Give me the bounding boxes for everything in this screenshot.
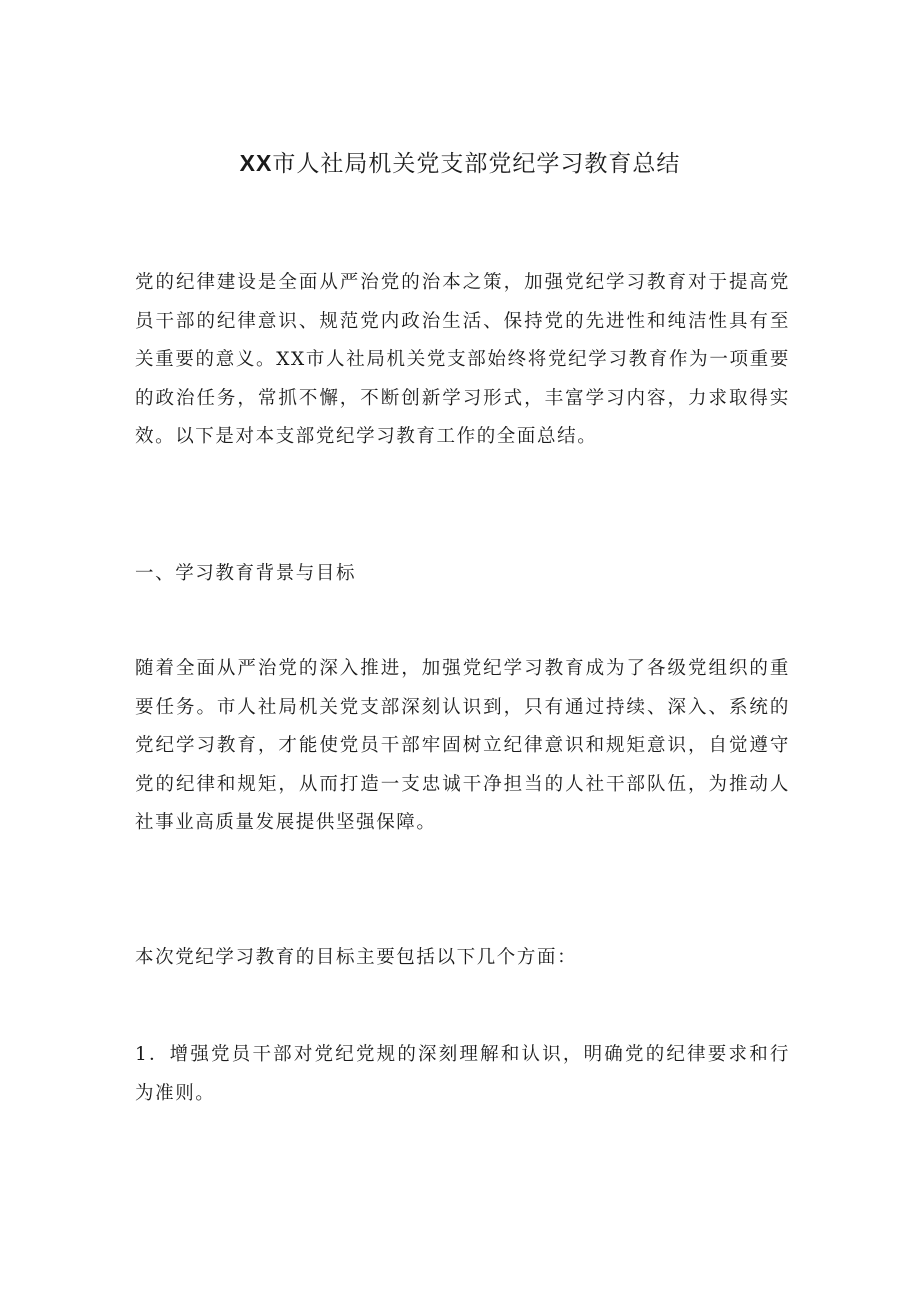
goal-item-1: 1．增强党员干部对党纪党规的深刻理解和认识，明确党的纪律要求和行为准则。 <box>135 1044 790 1104</box>
goals-intro: 本次党纪学习教育的目标主要包括以下几个方面： <box>135 947 578 968</box>
document-title: XX市人社局机关党支部党纪学习教育总结 <box>239 150 681 177</box>
section-1-heading: 一、学习教育背景与目标 <box>135 563 357 584</box>
section-1-paragraph: 随着全面从严治党的深入推进，加强党纪学习教育成为了各级党组织的重要任务。市人社局机关党支部深刻认识到，只有通过持续、深入、系统的党纪学习教育，才能使党员干部牢固树立纪律意识和规矩意识，自觉遵守党的纪律和规矩，从而打造一支忠诚干净担当的人社干部队伍，为推动人社事业高质量发展提供坚强保障。 <box>135 658 790 833</box>
intro-paragraph: 党的纪律建设是全面从严治党的治本之策，加强党纪学习教育对于提高党员干部的纪律意识、规范党内政治生活、保持党的先进性和纯洁性具有至关重要的意义。XX市人社局机关党支部始终将党纪学习教育作为一项重要的政治任务，常抓不懈，不断创新学习形式，丰富学习内容，力求取得实效。以下是对本支部党纪学习教育工作的全面总结。 <box>135 272 790 447</box>
